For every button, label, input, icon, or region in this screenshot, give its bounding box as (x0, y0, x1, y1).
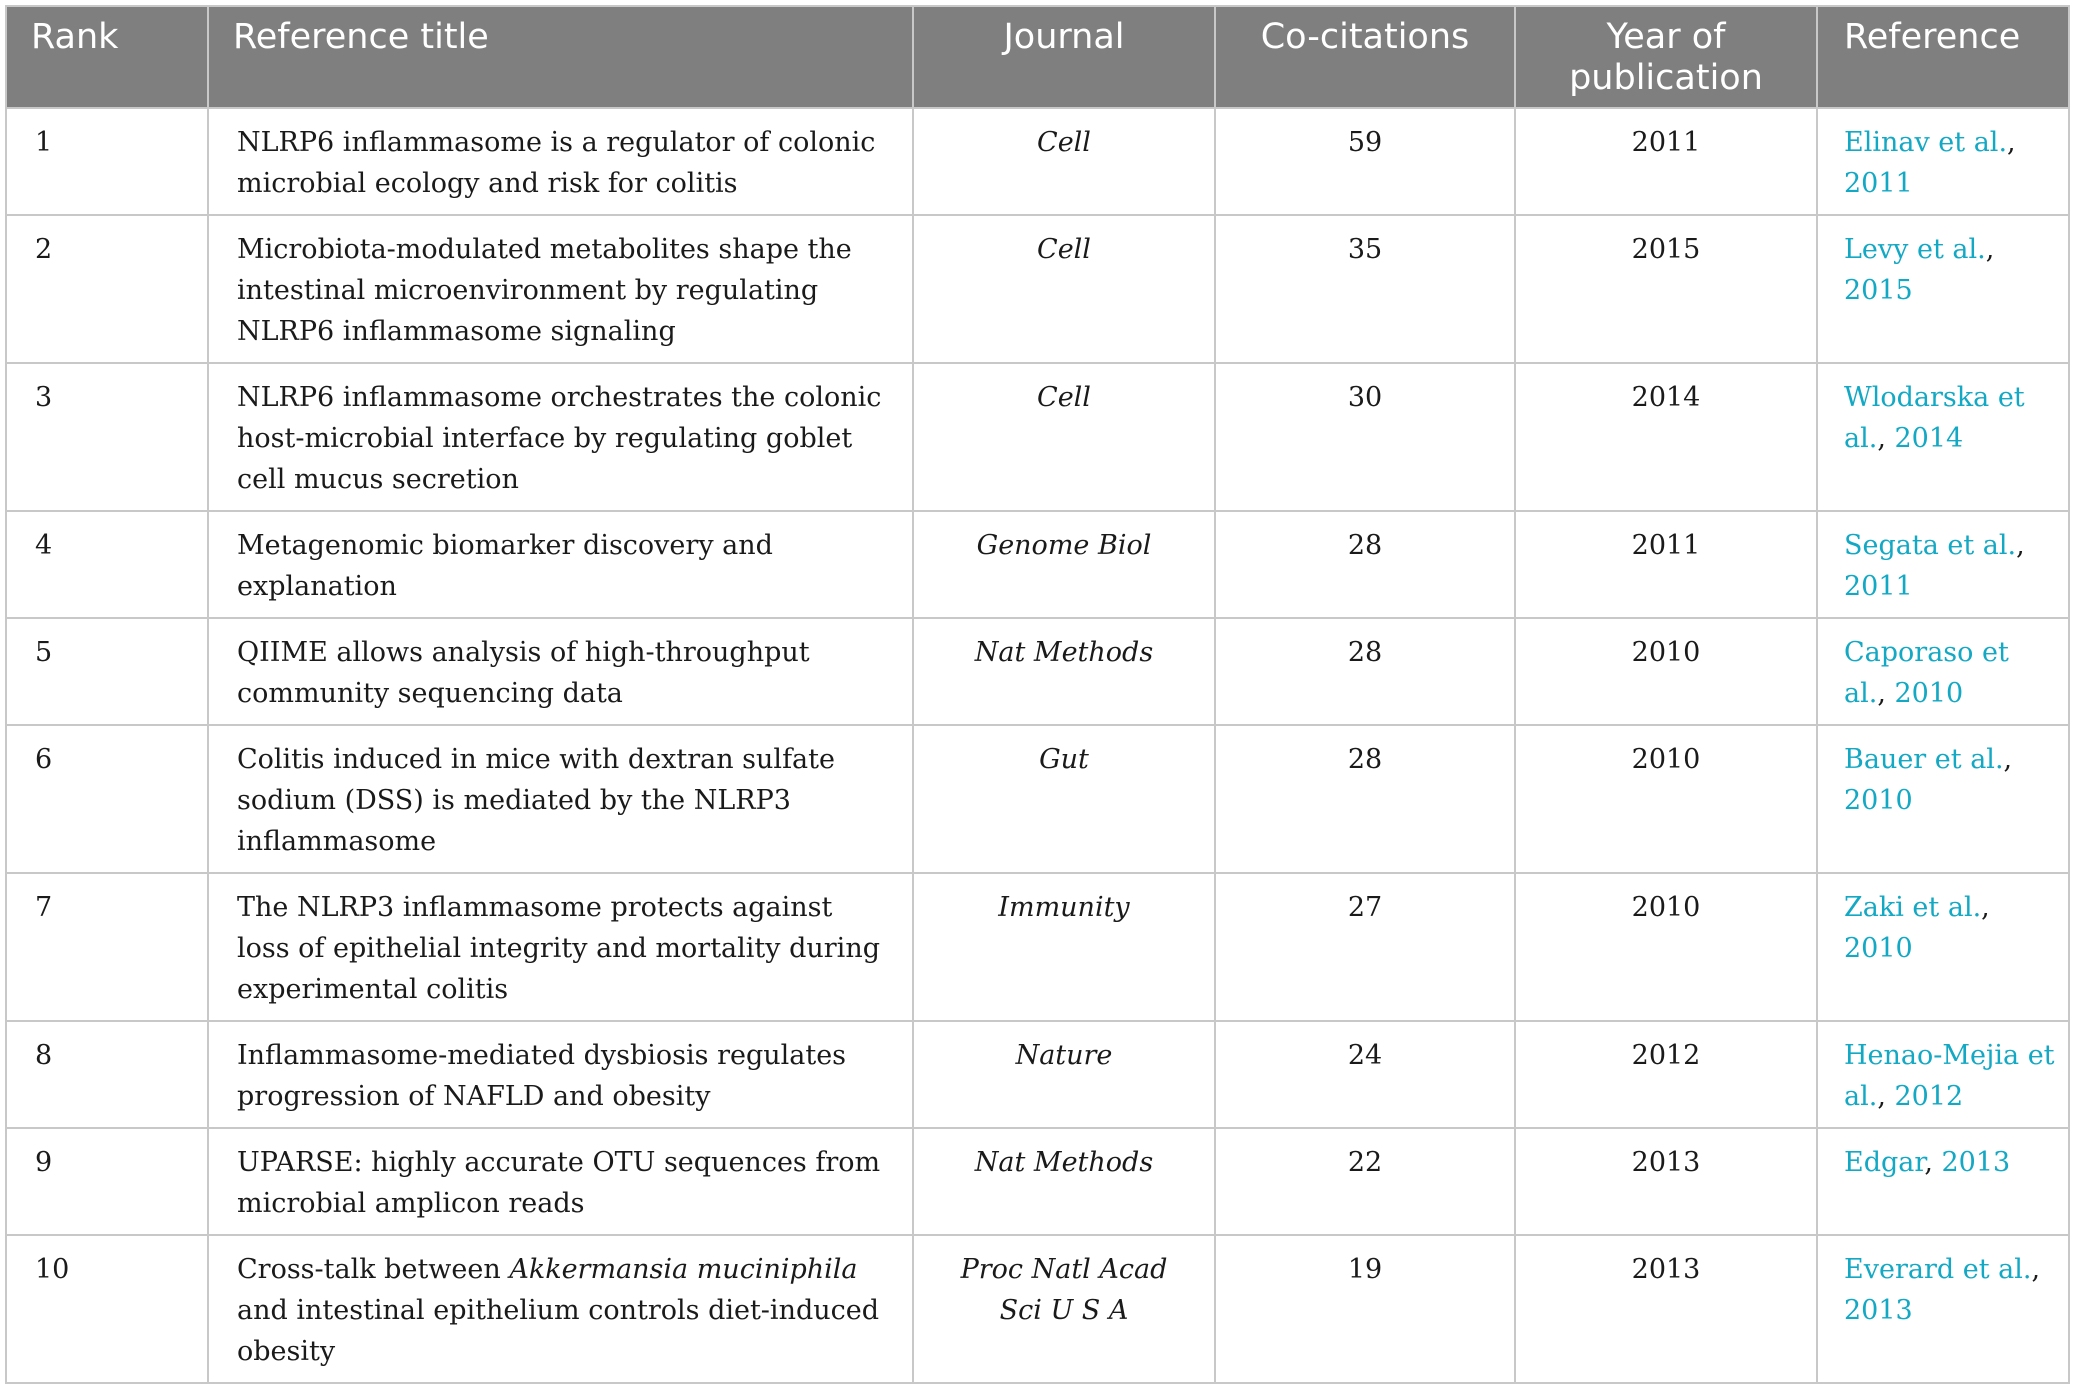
co-citation-table (5, 5, 2070, 1384)
cell-journal: Genome Biol (913, 511, 1215, 618)
cell-rank: 7 (6, 873, 208, 1021)
header-rank: Rank (6, 6, 208, 108)
table-row (6, 511, 2069, 618)
cell-title: NLRP6 inflammasome orchestrates the colonic host-microbial interface by regulating goblet cell mucus secretion (208, 363, 913, 511)
cell-title: Inflammasome-mediated dysbiosis regulates progression of NAFLD and obesity (208, 1021, 913, 1128)
cell-co-citations: 35 (1215, 215, 1515, 363)
cell-rank: 1 (6, 108, 208, 215)
cell-co-citations: 19 (1215, 1235, 1515, 1383)
table-row (6, 1128, 2069, 1235)
reference-year-link[interactable]: 2013 (1941, 1147, 2011, 1178)
cell-journal: Proc Natl Acad Sci U S A (913, 1235, 1215, 1383)
cell-rank: 3 (6, 363, 208, 511)
reference-year-link[interactable]: 2015 (1844, 275, 1913, 306)
header-year-line2: publication (1569, 58, 1763, 98)
cell-year: 2010 (1515, 725, 1817, 873)
cell-year: 2013 (1515, 1235, 1817, 1383)
header-reference: Reference (1817, 6, 2069, 108)
cell-title: QIIME allows analysis of high-throughput community sequencing data (208, 618, 913, 725)
cell-reference: Segata et al., 2011 (1817, 511, 2069, 618)
header-row (6, 6, 2069, 108)
header-year-of-publication (1515, 6, 1817, 108)
table-row (6, 873, 2069, 1021)
cell-year: 2014 (1515, 363, 1817, 511)
cell-reference: Henao-Mejia et al., 2012 (1817, 1021, 2069, 1128)
cell-title (208, 1235, 913, 1383)
cell-co-citations: 28 (1215, 511, 1515, 618)
reference-year-link[interactable]: 2010 (1844, 933, 1913, 964)
cell-journal: Immunity (913, 873, 1215, 1021)
cell-journal: Gut (913, 725, 1215, 873)
cell-journal: Nat Methods (913, 1128, 1215, 1235)
table-row (6, 1021, 2069, 1128)
cell-reference: Zaki et al., 2010 (1817, 873, 2069, 1021)
cell-year: 2013 (1515, 1128, 1817, 1235)
cell-rank: 6 (6, 725, 208, 873)
header-co-citations: Co-citations (1215, 6, 1515, 108)
reference-author-link[interactable]: Caporaso et al. (1844, 637, 2009, 709)
cell-journal: Cell (913, 108, 1215, 215)
cell-title: Microbiota-modulated metabolites shape the intestinal microenvironment by regulating NLRP6 inflammasome signaling (208, 215, 913, 363)
cell-co-citations: 59 (1215, 108, 1515, 215)
cell-co-citations: 28 (1215, 725, 1515, 873)
header-journal: Journal (913, 6, 1215, 108)
reference-author-link[interactable]: Bauer et al. (1844, 744, 2004, 775)
table-row (6, 1235, 2069, 1383)
cell-reference: Caporaso et al., 2010 (1817, 618, 2069, 725)
reference-year-link[interactable]: 2011 (1844, 571, 1913, 602)
cell-title: UPARSE: highly accurate OTU sequences from microbial amplicon reads (208, 1128, 913, 1235)
table-body (6, 108, 2069, 1383)
reference-year-link[interactable]: 2011 (1844, 168, 1913, 199)
cell-rank: 8 (6, 1021, 208, 1128)
table-row (6, 363, 2069, 511)
title-text-after: and intestinal epithelium controls diet-induced obesity (237, 1295, 880, 1367)
table-row (6, 618, 2069, 725)
reference-author-link[interactable]: Elinav et al. (1844, 127, 2008, 158)
cell-title: NLRP6 inflammasome is a regulator of colonic microbial ecology and risk for colitis (208, 108, 913, 215)
table-row (6, 108, 2069, 215)
cell-rank: 4 (6, 511, 208, 618)
co-citation-table-container (5, 5, 2068, 1384)
cell-journal: Nature (913, 1021, 1215, 1128)
cell-co-citations: 24 (1215, 1021, 1515, 1128)
reference-author-link[interactable]: Edgar (1844, 1147, 1925, 1178)
cell-journal: Cell (913, 363, 1215, 511)
cell-reference: Edgar, 2013 (1817, 1128, 2069, 1235)
cell-year: 2015 (1515, 215, 1817, 363)
table-header (6, 6, 2069, 108)
reference-author-link[interactable]: Everard et al. (1844, 1254, 2032, 1285)
header-reference-title: Reference title (208, 6, 913, 108)
reference-year-link[interactable]: 2012 (1894, 1081, 1964, 1112)
header-year-line1: Year of (1606, 17, 1726, 57)
cell-reference: Wlodarska et al., 2014 (1817, 363, 2069, 511)
cell-reference: Bauer et al., 2010 (1817, 725, 2069, 873)
cell-title: The NLRP3 inflammasome protects against loss of epithelial integrity and mortality during experimental colitis (208, 873, 913, 1021)
reference-year-link[interactable]: 2010 (1894, 678, 1964, 709)
cell-reference: Elinav et al., 2011 (1817, 108, 2069, 215)
title-text-before: Cross-talk between (237, 1254, 510, 1285)
cell-year: 2010 (1515, 873, 1817, 1021)
reference-author-link[interactable]: Levy et al. (1844, 234, 1986, 265)
cell-year: 2010 (1515, 618, 1817, 725)
cell-year: 2011 (1515, 511, 1817, 618)
table-row (6, 215, 2069, 363)
cell-journal: Cell (913, 215, 1215, 363)
reference-author-link[interactable]: Wlodarska et al. (1844, 382, 2025, 454)
cell-reference: Levy et al., 2015 (1817, 215, 2069, 363)
cell-year: 2011 (1515, 108, 1817, 215)
cell-co-citations: 28 (1215, 618, 1515, 725)
cell-title: Colitis induced in mice with dextran sulfate sodium (DSS) is mediated by the NLRP3 inflammasome (208, 725, 913, 873)
reference-year-link[interactable]: 2013 (1844, 1295, 1913, 1326)
cell-year: 2012 (1515, 1021, 1817, 1128)
cell-journal: Nat Methods (913, 618, 1215, 725)
cell-rank: 2 (6, 215, 208, 363)
reference-author-link[interactable]: Segata et al. (1844, 530, 2017, 561)
cell-rank: 10 (6, 1235, 208, 1383)
reference-author-link[interactable]: Zaki et al. (1844, 892, 1982, 923)
reference-author-link[interactable]: Henao-Mejia et al. (1844, 1040, 2055, 1112)
cell-rank: 9 (6, 1128, 208, 1235)
cell-reference: Everard et al., 2013 (1817, 1235, 2069, 1383)
cell-rank: 5 (6, 618, 208, 725)
cell-title: Metagenomic biomarker discovery and explanation (208, 511, 913, 618)
cell-co-citations: 22 (1215, 1128, 1515, 1235)
reference-year-link[interactable]: 2014 (1894, 423, 1964, 454)
title-species-name: Akkermansia muciniphila (509, 1254, 858, 1285)
cell-co-citations: 27 (1215, 873, 1515, 1021)
table-row (6, 725, 2069, 873)
reference-year-link[interactable]: 2010 (1844, 785, 1913, 816)
cell-co-citations: 30 (1215, 363, 1515, 511)
